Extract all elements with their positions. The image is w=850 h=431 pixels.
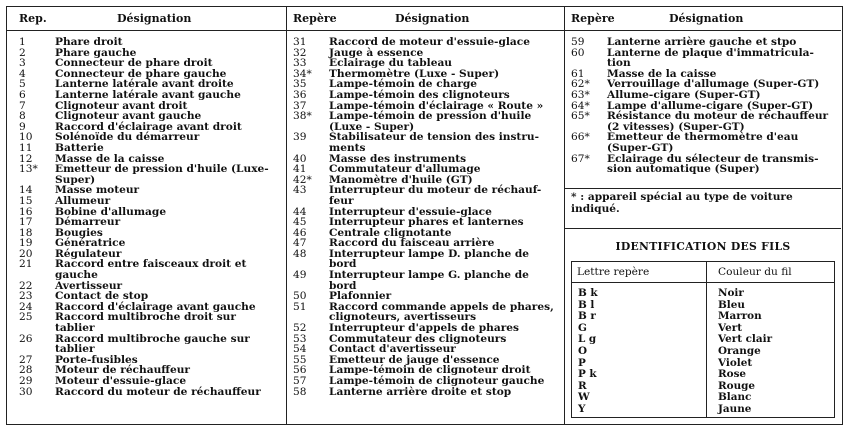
designation: Moteur de réchauffeur [55, 364, 190, 377]
wire-color: Vert [718, 321, 742, 334]
ref-number: 37 [293, 99, 307, 112]
designation: Eclairage du sélecteur de transmis- [607, 152, 819, 165]
header-wire-color: Couleur du fil [718, 266, 792, 278]
ref-number: 55 [293, 353, 307, 366]
divider [565, 228, 841, 229]
designation: Interrupteur d'essuie-glace [329, 205, 492, 218]
wire-code: B k [578, 287, 598, 299]
legend-row [287, 196, 564, 207]
designation: Porte-fusibles [55, 353, 138, 366]
designation: Contact de stop [55, 290, 149, 303]
wire-color-table [571, 261, 835, 418]
wire-row [572, 391, 834, 404]
ref-number: 63* [571, 88, 590, 101]
ref-number: 13* [19, 163, 38, 176]
designation: Raccord entre faisceaux droit et [55, 258, 247, 271]
designation: Bougies [55, 226, 103, 239]
designation: Régulateur [55, 247, 122, 260]
wire-color: Jaune [718, 403, 752, 415]
designation: Phare gauche [55, 46, 137, 59]
designation: Démarreur [55, 216, 121, 229]
ref-number: 60 [571, 46, 585, 59]
legend-row [7, 259, 286, 270]
designation: Allume-cigare (Super-GT) [607, 88, 761, 101]
legend-row [7, 238, 286, 249]
designation: (Luxe - Super) [329, 120, 415, 133]
ref-number: 9 [19, 120, 26, 133]
ref-number: 35 [293, 78, 307, 91]
designation: Lanterne latérale avant gauche [55, 88, 241, 101]
header-letter-code: Lettre repère [577, 266, 650, 278]
legend-row [7, 196, 286, 207]
legend-row [287, 387, 564, 398]
divider [565, 188, 841, 189]
column-header [565, 7, 841, 31]
legend-row [7, 90, 286, 101]
footnote: * : appareil spécial au type de voiture indiqué. [571, 191, 793, 215]
designation: Contact d'avertisseur [329, 343, 456, 356]
wire-color: Vert clair [718, 333, 773, 346]
designation: Interrupteur du moteur de réchauf- [329, 184, 542, 197]
legend-rows [287, 37, 564, 397]
legend-row [7, 132, 286, 143]
designation: Solénoïde du démarreur [55, 131, 200, 144]
designation: Bobine d'allumage [55, 205, 167, 218]
designation: Centrale clignotante [329, 226, 452, 239]
ref-number: 18 [19, 226, 33, 239]
designation: Moteur d'essuie-glace [55, 375, 187, 387]
legend-row [7, 344, 286, 355]
wire-color: Rouge [718, 379, 755, 392]
designation: Génératrice [55, 237, 126, 250]
legend-row [7, 228, 286, 239]
ref-number: 48 [293, 247, 307, 260]
designation: Phare droit [55, 36, 123, 48]
legend-row [7, 207, 286, 218]
designation: clignoteurs, avertisseurs [329, 311, 477, 324]
column-header [287, 7, 564, 31]
designation: Raccord commande appels de phares, [329, 300, 554, 313]
designation: Lanterne de plaque d'immatricula- [607, 46, 814, 59]
header-ref: Repère [571, 12, 615, 25]
wire-row [572, 380, 834, 390]
legend-row [287, 143, 564, 154]
legend-row [7, 164, 286, 175]
designation: Lampe d'allume-cigare (Super-GT) [607, 99, 814, 112]
ref-number: 52 [293, 322, 307, 335]
ref-number: 58 [293, 385, 307, 398]
ref-number: 16 [19, 205, 33, 218]
designation: Emetteur de jauge d'essence [329, 353, 500, 366]
ref-number: 2 [19, 46, 26, 59]
ref-number: 32 [293, 46, 307, 59]
ref-number: 39 [293, 131, 307, 144]
designation: gauche [55, 269, 98, 282]
designation: sion automatique (Super) [607, 163, 760, 176]
ref-number: 51 [293, 300, 307, 313]
legend-row [7, 270, 286, 281]
ref-number: 33 [293, 57, 307, 70]
designation: Interrupteur d'appels de phares [329, 322, 520, 335]
legend-row [7, 185, 286, 196]
wire-code: P [578, 356, 586, 369]
ref-number: 34* [293, 67, 312, 80]
legend-row [565, 164, 841, 175]
wire-code: L g [578, 333, 597, 346]
ref-number: 6 [19, 88, 26, 101]
designation: Masse des instruments [329, 152, 467, 165]
designation: Raccord du faisceau arrière [329, 237, 495, 250]
wire-code: W [578, 391, 590, 404]
legend-rows [565, 37, 841, 175]
wire-row [572, 299, 834, 309]
designation: Masse moteur [55, 184, 140, 197]
designation: Lampe-témoin de pression d'huile [329, 110, 532, 123]
designation: Allumeur [55, 194, 111, 207]
legend-column-1 [7, 7, 287, 424]
ref-number: 19 [19, 237, 33, 250]
designation: Eclairage du tableau [329, 57, 453, 70]
designation: (Super-GT) [607, 141, 674, 154]
designation: Raccord de moteur d'essuie-glace [329, 36, 530, 48]
legend-row [287, 37, 564, 48]
designation: tablier [55, 322, 95, 335]
ref-number: 25 [19, 311, 33, 324]
ref-number: 38* [293, 110, 312, 123]
wire-color: Marron [718, 310, 762, 323]
ref-number: 29 [19, 375, 33, 387]
designation: Masse de la caisse [55, 152, 165, 165]
designation: Clignoteur avant gauche [55, 110, 202, 123]
wire-row [572, 310, 834, 323]
wire-code: G [578, 321, 587, 334]
header-designation: Désignation [669, 12, 744, 25]
legend-rows [7, 37, 286, 397]
legend-row [565, 143, 841, 154]
legend-column-2 [287, 7, 565, 424]
designation: Connecteur de phare gauche [55, 67, 227, 80]
legend-row [7, 312, 286, 323]
ref-number: 15 [19, 194, 33, 207]
wire-identification-title: IDENTIFICATION DES FILS [615, 240, 791, 253]
designation: Interrupteur lampe G. planche de [329, 269, 529, 282]
designation: Commutateur d'allumage [329, 163, 481, 176]
ref-number: 62* [571, 78, 590, 91]
designation: Raccord d'éclairage avant droit [55, 120, 242, 133]
wire-code: B r [578, 310, 596, 323]
ref-number: 14 [19, 184, 33, 197]
wire-code: R [578, 379, 587, 392]
designation: Lampe-témoin de clignoteur droit [329, 364, 531, 377]
header-designation: Désignation [117, 12, 192, 25]
ref-number: 31 [293, 36, 307, 48]
wire-table-header [572, 262, 834, 283]
designation: (2 vitesses) (Super-GT) [607, 120, 745, 133]
legend-row [7, 143, 286, 154]
ref-number: 24 [19, 300, 33, 313]
legend-row [7, 175, 286, 186]
legend-row [287, 90, 564, 101]
designation: bord [329, 258, 357, 271]
wire-color: Rose [718, 368, 747, 381]
ref-number: 50 [293, 290, 307, 303]
designation: tablier [55, 343, 95, 356]
wire-code: Y [578, 403, 586, 415]
wire-code: O [578, 345, 588, 357]
designation: tion [607, 57, 631, 70]
legend-row [7, 376, 286, 387]
designation: Emetteur de pression d'huile (Luxe- [55, 163, 269, 176]
column-header [7, 7, 286, 31]
header-ref: Repère [293, 12, 337, 25]
wire-row [572, 368, 834, 381]
designation: Jauge à essence [329, 46, 424, 59]
ref-number: 59 [571, 36, 585, 48]
ref-number: 53 [293, 332, 307, 345]
header-ref: Rep. [19, 12, 47, 25]
ref-number: 41 [293, 163, 307, 176]
ref-number: 57 [293, 375, 307, 387]
designation: Super) [55, 173, 96, 186]
wire-row [572, 333, 834, 346]
designation: Interrupteur phares et lanternes [329, 216, 524, 229]
ref-number: 43 [293, 184, 307, 197]
ref-number: 5 [19, 78, 26, 91]
designation: Clignoteur avant droit [55, 99, 188, 112]
wire-row [572, 357, 834, 367]
ref-number: 26 [19, 332, 33, 345]
designation: Thermomètre (Luxe - Super) [329, 67, 500, 80]
wire-color: Orange [718, 345, 761, 357]
ref-number: 46 [293, 226, 307, 239]
wire-code: B l [578, 298, 595, 311]
wire-code: P k [578, 368, 597, 381]
ref-number: 61 [571, 67, 585, 80]
designation: Commutateur des clignoteurs [329, 332, 507, 345]
ref-number: 36 [293, 88, 307, 101]
ref-number: 12 [19, 152, 33, 165]
ref-number: 65* [571, 110, 590, 123]
designation: Raccord multibroche gauche sur [55, 332, 250, 345]
designation: Masse de la caisse [607, 67, 717, 80]
wire-row [572, 345, 834, 355]
ref-number: 45 [293, 216, 307, 229]
wire-row [572, 403, 834, 413]
ref-number: 40 [293, 152, 307, 165]
ref-number: 30 [19, 385, 33, 398]
designation: Connecteur de phare droit [55, 57, 213, 70]
designation: Lampe-témoin des clignoteurs [329, 88, 510, 101]
designation: Interrupteur lampe D. planche de [329, 247, 530, 260]
designation: Lampe-témoin d'éclairage « Route » [329, 99, 544, 112]
ref-number: 8 [19, 110, 26, 123]
ref-number: 1 [19, 36, 26, 48]
wire-row [572, 322, 834, 332]
legend-row [565, 90, 841, 101]
designation: Verrouillage d'allumage (Super-GT) [607, 78, 820, 91]
ref-number: 21 [19, 258, 33, 271]
designation: Plafonnier [329, 290, 392, 303]
ref-number: 66* [571, 131, 590, 144]
ref-number: 47 [293, 237, 307, 250]
legend-row [7, 217, 286, 228]
designation: Raccord d'éclairage avant gauche [55, 300, 256, 313]
designation: ments [329, 141, 366, 154]
legend-row [287, 376, 564, 387]
legend-row [7, 334, 286, 345]
designation: Résistance du moteur de réchauffeur [607, 110, 829, 123]
designation: Manomètre d'huile (GT) [329, 173, 473, 186]
ref-number: 22 [19, 279, 33, 292]
legend-row [565, 37, 841, 48]
ref-number: 20 [19, 247, 33, 260]
ref-number: 27 [19, 353, 33, 366]
legend-table [6, 6, 843, 425]
designation: Batterie [55, 141, 104, 154]
ref-number: 54 [293, 343, 307, 356]
wire-row [572, 287, 834, 297]
header-designation: Désignation [395, 12, 470, 25]
designation: Stabilisateur de tension des instru- [329, 131, 540, 144]
wire-color: Noir [718, 287, 744, 299]
designation: bord [329, 279, 357, 292]
designation: Raccord multibroche droit sur [55, 311, 236, 324]
wire-color: Blanc [718, 391, 752, 404]
ref-number: 7 [19, 99, 26, 112]
legend-row [7, 37, 286, 48]
ref-number: 56 [293, 364, 307, 377]
ref-number: 17 [19, 216, 33, 229]
ref-number: 3 [19, 57, 26, 70]
ref-number: 44 [293, 205, 307, 218]
ref-number: 28 [19, 364, 33, 377]
designation: Avertisseur [55, 279, 123, 292]
ref-number: 49 [293, 269, 307, 282]
designation: Emetteur de thermomètre d'eau [607, 131, 799, 144]
designation: Lanterne latérale avant droite [55, 78, 234, 91]
designation: Lampe-témoin de clignoteur gauche [329, 375, 545, 387]
wire-color: Bleu [718, 298, 745, 311]
designation: Lampe-témoin de charge [329, 78, 477, 91]
ref-number: 64* [571, 99, 590, 112]
wire-color: Violet [718, 356, 753, 369]
designation: feur [329, 194, 354, 207]
ref-number: 4 [19, 67, 26, 80]
ref-number: 11 [19, 141, 33, 154]
designation: Raccord du moteur de réchauffeur [55, 385, 261, 398]
legend-row [7, 387, 286, 398]
ref-number: 10 [19, 131, 33, 144]
ref-number: 42* [293, 173, 312, 186]
ref-number: 67* [571, 152, 590, 165]
designation: Lanterne arrière gauche et stpo [607, 36, 797, 48]
ref-number: 23 [19, 290, 33, 303]
designation: Lanterne arrière droite et stop [329, 385, 512, 398]
legend-column-3 [565, 7, 841, 424]
